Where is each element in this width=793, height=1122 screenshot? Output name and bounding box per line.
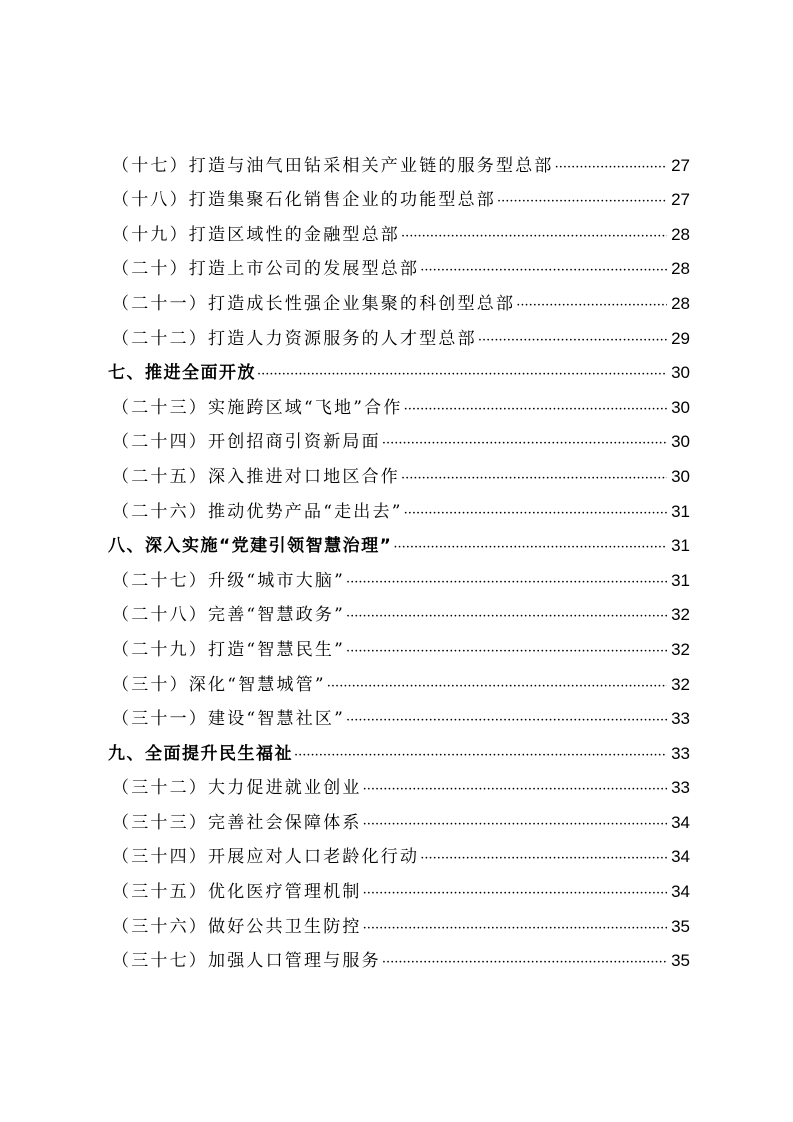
toc-entry-33[interactable] bbox=[108, 803, 690, 838]
toc-page-number: 34 bbox=[671, 812, 690, 832]
toc-page-number: 30 bbox=[671, 466, 690, 486]
toc-chapter-8[interactable] bbox=[108, 527, 690, 562]
toc-entry-32[interactable] bbox=[108, 769, 690, 804]
toc-page-number: 35 bbox=[671, 916, 690, 936]
toc-page-number: 32 bbox=[671, 605, 690, 625]
toc-chapter-7[interactable] bbox=[108, 354, 690, 389]
toc-entry-label: （十九）打造区域性的金融型总部 bbox=[112, 224, 400, 245]
table-of-contents bbox=[108, 146, 690, 976]
toc-entry-label: （三十六）做好公共卫生防控 bbox=[112, 916, 362, 937]
toc-entry-36[interactable] bbox=[108, 907, 690, 942]
dot-leader bbox=[363, 885, 667, 903]
toc-entry-label: （二十二）打造人力资源服务的人才型总部 bbox=[112, 328, 477, 349]
toc-entry-29[interactable] bbox=[108, 630, 690, 665]
toc-page-number: 30 bbox=[671, 397, 690, 417]
toc-entry-34[interactable] bbox=[108, 838, 690, 873]
toc-page-number: 33 bbox=[671, 709, 690, 729]
toc-page-number: 27 bbox=[671, 155, 690, 175]
toc-entry-24[interactable] bbox=[108, 423, 690, 458]
dot-leader bbox=[497, 193, 667, 211]
toc-entry-18[interactable] bbox=[108, 181, 690, 216]
dot-leader bbox=[346, 643, 667, 661]
toc-page-number: 31 bbox=[671, 570, 690, 590]
toc-entry-17[interactable] bbox=[108, 146, 690, 181]
toc-page-number: 28 bbox=[671, 259, 690, 279]
dot-leader bbox=[363, 816, 667, 834]
toc-entry-label: （二十）打造上市公司的发展型总部 bbox=[112, 259, 420, 280]
toc-page-number: 30 bbox=[671, 432, 690, 452]
toc-entry-label: （三十二）大力促进就业创业 bbox=[112, 778, 362, 799]
dot-leader bbox=[401, 470, 667, 488]
toc-page-number: 33 bbox=[671, 743, 690, 763]
toc-page-number: 28 bbox=[671, 224, 690, 244]
dot-leader bbox=[420, 850, 667, 868]
toc-entry-label: （三十一）建设“智慧社区” bbox=[112, 709, 345, 730]
toc-page-number: 30 bbox=[671, 363, 690, 383]
toc-page-number: 34 bbox=[671, 847, 690, 867]
toc-entry-19[interactable] bbox=[108, 215, 690, 250]
dot-leader bbox=[327, 678, 667, 696]
dot-leader bbox=[346, 608, 667, 626]
dot-leader bbox=[420, 262, 667, 280]
toc-entry-label: （二十三）实施跨区域“飞地”合作 bbox=[112, 397, 403, 418]
toc-entry-label: （二十五）深入推进对口地区合作 bbox=[112, 466, 400, 487]
toc-entry-22[interactable] bbox=[108, 319, 690, 354]
toc-entry-label: （三十五）优化医疗管理机制 bbox=[112, 882, 362, 903]
dot-leader bbox=[382, 435, 667, 453]
dot-leader bbox=[363, 920, 667, 938]
toc-entry-30[interactable] bbox=[108, 665, 690, 700]
toc-page-number: 27 bbox=[671, 190, 690, 210]
dot-leader bbox=[401, 228, 667, 246]
toc-page-number: 32 bbox=[671, 674, 690, 694]
toc-entry-28[interactable] bbox=[108, 596, 690, 631]
dot-leader bbox=[478, 332, 667, 350]
dot-leader bbox=[346, 712, 667, 730]
toc-chapter-label: 八、深入实施“党建引领智慧治理” bbox=[108, 536, 393, 557]
dot-leader bbox=[382, 954, 667, 972]
toc-entry-label: （二十一）打造成长性强企业集聚的科创型总部 bbox=[112, 293, 516, 314]
toc-entry-23[interactable] bbox=[108, 388, 690, 423]
toc-entry-label: （二十六）推动优势产品“走出去” bbox=[112, 501, 403, 522]
toc-entry-20[interactable] bbox=[108, 250, 690, 285]
toc-entry-25[interactable] bbox=[108, 457, 690, 492]
toc-entry-label: （二十四）开创招商引资新局面 bbox=[112, 432, 381, 453]
toc-entry-label: （三十）深化“智慧城管” bbox=[112, 674, 326, 695]
toc-entry-label: （三十三）完善社会保障体系 bbox=[112, 812, 362, 833]
toc-page-number: 33 bbox=[671, 778, 690, 798]
toc-entry-label: （二十九）打造“智慧民生” bbox=[112, 639, 345, 660]
dot-leader bbox=[516, 297, 667, 315]
dot-leader bbox=[393, 539, 667, 557]
dot-leader bbox=[404, 505, 667, 523]
dot-leader bbox=[257, 366, 667, 384]
dot-leader bbox=[363, 781, 667, 799]
toc-page-number: 34 bbox=[671, 882, 690, 902]
toc-entry-label: （二十八）完善“智慧政务” bbox=[112, 605, 345, 626]
toc-page-number: 31 bbox=[671, 536, 690, 556]
toc-chapter-9[interactable] bbox=[108, 734, 690, 769]
toc-entry-37[interactable] bbox=[108, 942, 690, 977]
toc-entry-26[interactable] bbox=[108, 492, 690, 527]
toc-entry-27[interactable] bbox=[108, 561, 690, 596]
toc-entry-label: （三十七）加强人口管理与服务 bbox=[112, 951, 381, 972]
dot-leader bbox=[555, 159, 667, 177]
toc-entry-35[interactable] bbox=[108, 872, 690, 907]
toc-entry-label: （十八）打造集聚石化销售企业的功能型总部 bbox=[112, 190, 496, 211]
dot-leader bbox=[346, 574, 667, 592]
dot-leader bbox=[294, 747, 667, 765]
toc-page-number: 29 bbox=[671, 328, 690, 348]
toc-entry-label: （十七）打造与油气田钻采相关产业链的服务型总部 bbox=[112, 155, 554, 176]
toc-entry-label: （三十四）开展应对人口老龄化行动 bbox=[112, 847, 420, 868]
toc-entry-21[interactable] bbox=[108, 284, 690, 319]
toc-chapter-label: 九、全面提升民生福祉 bbox=[108, 743, 293, 764]
toc-chapter-label: 七、推进全面开放 bbox=[108, 363, 256, 384]
toc-page-number: 32 bbox=[671, 639, 690, 659]
toc-entry-31[interactable] bbox=[108, 700, 690, 735]
toc-page-number: 28 bbox=[671, 293, 690, 313]
toc-page-number: 31 bbox=[671, 501, 690, 521]
toc-entry-label: （二十七）升级“城市大脑” bbox=[112, 570, 345, 591]
toc-page-number: 35 bbox=[671, 951, 690, 971]
dot-leader bbox=[404, 401, 667, 419]
